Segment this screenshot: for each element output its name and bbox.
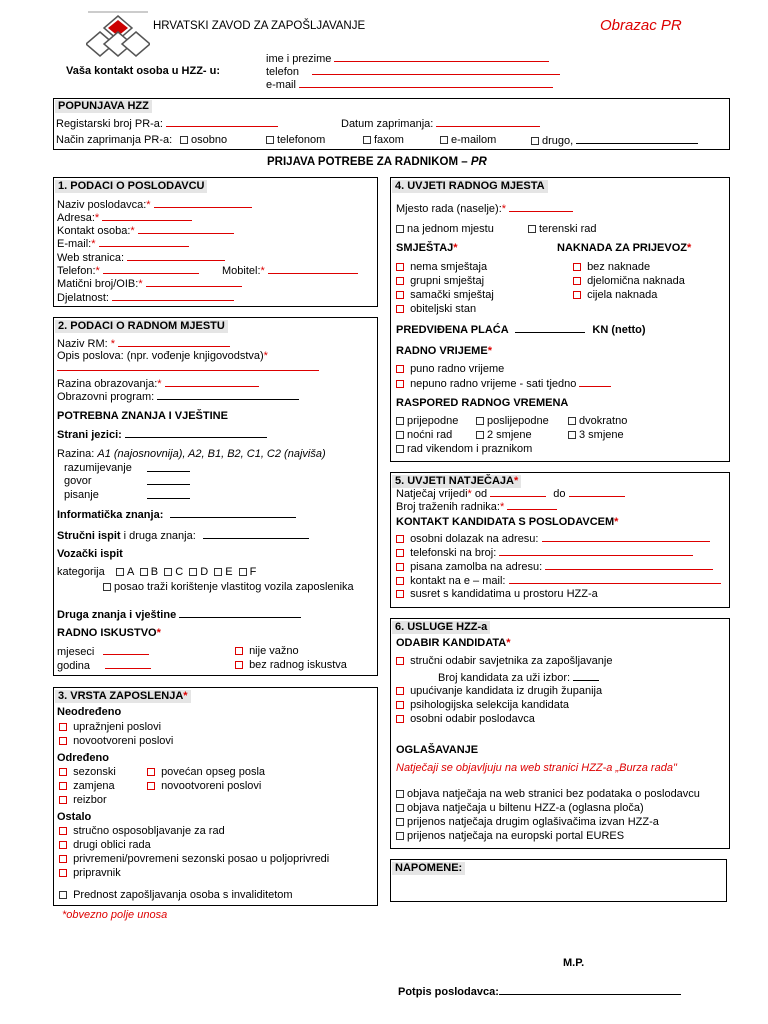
employer-email-input[interactable]	[99, 238, 189, 247]
ad-item[interactable]: objava natječaja u biltenu HZZ-a (oglasna ploča)	[396, 803, 644, 814]
indef-item[interactable]: upražnjeni poslovi	[59, 722, 161, 733]
sched-item[interactable]: noćni rad	[396, 430, 452, 441]
ad-item[interactable]: prijenos natječaja na europski portal EURES	[396, 831, 624, 842]
rm-input[interactable]	[118, 338, 230, 347]
travel-heading: NAKNADA ZA PRIJEVOZ*	[557, 242, 692, 254]
category-label: kategorija	[57, 566, 105, 578]
cat-f[interactable]: F	[239, 566, 257, 578]
phone-label: telefon	[266, 66, 300, 78]
count-input[interactable]	[507, 501, 557, 510]
edu-input[interactable]	[165, 378, 259, 387]
s1-title: 1. PODACI O POSLODAVCU	[55, 180, 207, 193]
date-label: Datum zaprimanja:	[341, 118, 434, 130]
s2-title: 2. PODACI O RADNOM MJESTU	[55, 320, 228, 333]
page-title: PRIJAVA POTREBE ZA RADNIKOM – PR	[267, 156, 487, 168]
reg-input[interactable]	[166, 118, 278, 127]
contact-phone-row	[266, 66, 560, 78]
reg-label: Registarski broj PR-a:	[56, 118, 163, 130]
accom-item[interactable]: obiteljski stan	[396, 304, 476, 315]
cat-d[interactable]: D	[189, 566, 208, 578]
address-row: Adresa:*	[57, 212, 192, 224]
s5-title: 5. UVJETI NATJEČAJA*	[392, 475, 521, 488]
stamp-label: M.P.	[563, 957, 585, 969]
section-hzz-services	[390, 618, 730, 849]
employer-name-row: Naziv poslodavca:*	[57, 199, 252, 211]
travel-item[interactable]: bez naknade	[573, 262, 650, 273]
ad-item[interactable]: prijenos natječaja drugim oglašivačima izvan HZZ-a	[396, 817, 659, 828]
sched-item[interactable]: 3 smjene	[568, 430, 624, 441]
contact-name-row	[266, 53, 549, 65]
desc-input[interactable]	[57, 362, 319, 371]
signature-input[interactable]	[499, 986, 681, 995]
valid-from-input[interactable]	[490, 488, 546, 497]
contact-item[interactable]: susret s kandidatima u prostoru HZZ-a	[396, 589, 598, 600]
program-row: Obrazovni program:	[57, 391, 299, 403]
indef-heading: Neodređeno	[57, 706, 122, 718]
s6-title: 6. USLUGE HZZ-a	[392, 621, 490, 634]
s3-title: 3. VRSTA ZAPOSLENJA*	[55, 690, 191, 703]
select-heading: ODABIR KANDIDATA*	[396, 637, 511, 649]
required-note: *obvezno polje unosa	[62, 909, 168, 921]
method-label: Način zaprimanja PR-a:	[56, 134, 173, 146]
def-item[interactable]: zamjena	[59, 781, 115, 792]
sched-weekend[interactable]: rad vikendom i praznikom	[396, 444, 532, 455]
count-row: Broj traženih radnika:*	[396, 501, 557, 513]
web-row: Web stranica:	[57, 252, 225, 264]
contact-label: Vaša kontakt osoba u HZZ- u:	[66, 65, 221, 77]
select-item[interactable]: osobni odabir poslodavca	[396, 714, 535, 725]
time-heading: RADNO VRIJEME*	[396, 345, 492, 357]
exp-heading: RADNO ISKUSTVO*	[57, 627, 161, 639]
travel-item[interactable]: cijela naknada	[573, 290, 657, 301]
salary-input[interactable]	[515, 324, 585, 333]
accom-item[interactable]: grupni smještaj	[396, 276, 484, 287]
one-place[interactable]: na jednom mjestu	[396, 224, 494, 235]
understand-row: razumijevanje	[64, 462, 132, 474]
lang-input[interactable]	[125, 429, 267, 438]
s4-title: 4. UVJETI RADNOG MJESTA	[392, 180, 548, 193]
contact-person-row: Kontakt osoba:*	[57, 225, 234, 237]
mb-input[interactable]	[146, 278, 242, 287]
other-item[interactable]: drugi oblici rada	[59, 840, 151, 851]
method-telefonom[interactable]: telefonom	[266, 135, 325, 146]
email-label: e-mail	[266, 79, 296, 91]
sched-item[interactable]: poslijepodne	[476, 416, 549, 427]
contact-item[interactable]: osobni dolazak na adresu:	[396, 533, 710, 545]
understand-input[interactable]	[147, 463, 190, 472]
activity-input[interactable]	[112, 292, 234, 301]
other-skills-row: Druga znanja i vještine	[57, 609, 301, 621]
address-input[interactable]	[102, 212, 192, 221]
cat-c[interactable]: C	[164, 566, 183, 578]
employer-phone-input[interactable]	[103, 265, 199, 274]
months-input[interactable]	[103, 646, 149, 655]
rm-row: Naziv RM: *	[57, 338, 230, 350]
other-item[interactable]: stručno osposobljavanje za rad	[59, 826, 225, 837]
hzz-title: POPUNJAVA HZZ	[55, 100, 152, 113]
write-input[interactable]	[147, 490, 190, 499]
exam-row: Stručni ispit i druga znanja:	[57, 530, 309, 542]
months-row: mjeseci	[57, 646, 149, 658]
it-input[interactable]	[170, 509, 296, 518]
mobile-input[interactable]	[268, 265, 358, 274]
vehicle-checkbox[interactable]: posao traži korištenje vlastitog vozila zaposlenika	[103, 582, 354, 593]
other-skills-input[interactable]	[179, 609, 301, 618]
skills-heading: POTREBNA ZNANJA I VJEŠTINE	[57, 410, 228, 422]
def-item[interactable]: novootvoreni poslovi	[147, 781, 261, 792]
other-heading: Ostalo	[57, 811, 92, 823]
write-row: pisanje	[64, 489, 99, 501]
contact-email-row	[266, 79, 553, 91]
disability-checkbox[interactable]: Prednost zapošljavanja osoba s invaliditetom	[59, 890, 293, 901]
email-input[interactable]	[299, 79, 553, 88]
name-label: ime i prezime	[266, 53, 332, 65]
place-row: Mjesto rada (naselje):*	[396, 203, 573, 215]
mb-row: Matični broj/OIB:*	[57, 278, 242, 290]
notes-title: NAPOMENE:	[392, 862, 465, 875]
ads-note: Natječaji se objavljuju na web stranici HZZ-a „Burza rada"	[396, 762, 677, 774]
activity-row: Djelatnost:	[57, 292, 234, 304]
method-osobno[interactable]: osobno	[180, 135, 227, 146]
sched-item[interactable]: prijepodne	[396, 416, 458, 427]
employer-name-input[interactable]	[154, 199, 252, 208]
level-row: Razina: A1 (najosnovnija), A2, B1, B2, C1, C2 (najviša)	[57, 448, 326, 460]
valid-row: Natječaj vrijedi* od do	[396, 488, 625, 500]
def-item[interactable]: sezonski	[59, 767, 116, 778]
cat-a[interactable]: A	[116, 566, 134, 578]
date-input[interactable]	[436, 118, 540, 127]
desc-row: Opis poslova: (npr. vođenje knjigovodstva)*	[57, 350, 268, 362]
field-work[interactable]: terenski rad	[528, 224, 596, 235]
time-item[interactable]: puno radno vrijeme	[396, 364, 504, 375]
method-drugo[interactable]: drugo,	[531, 135, 698, 147]
program-input[interactable]	[157, 391, 299, 400]
def-heading: Određeno	[57, 752, 109, 764]
ads-heading: OGLAŠAVANJE	[396, 744, 479, 756]
cat-e[interactable]: E	[214, 566, 232, 578]
exp-not-important[interactable]: nije važno	[235, 646, 299, 657]
contact-item[interactable]: pisana zamolba na adresu:	[396, 561, 713, 573]
valid-to-input[interactable]	[569, 488, 625, 497]
contact-item[interactable]: telefonski na broj:	[396, 547, 693, 559]
mobile-row: Mobitel:*	[222, 265, 358, 277]
def-item[interactable]: povećan opseg posla	[147, 767, 265, 778]
it-row: Informatička znanja:	[57, 509, 296, 521]
sched-item[interactable]: 2 smjene	[476, 430, 532, 441]
contact-person-input[interactable]	[138, 225, 234, 234]
years-input[interactable]	[105, 660, 151, 669]
method-emailom[interactable]: e-mailom	[440, 135, 496, 146]
accom-item[interactable]: nema smještaja	[396, 262, 487, 273]
ad-item[interactable]: objava natječaja na web stranici bez podataka o poslodavcu	[396, 789, 700, 800]
exp-none[interactable]: bez radnog iskustva	[235, 660, 347, 671]
driving-heading: Vozački ispit	[57, 548, 123, 560]
shortlist-input[interactable]	[573, 672, 599, 681]
sched-item[interactable]: dvokratno	[568, 416, 627, 427]
other-item[interactable]: privremeni/povremeni sezonski posao u poljoprivredi	[59, 854, 329, 865]
select-item[interactable]: psihologijska selekcija kandidata	[396, 700, 569, 711]
cat-b[interactable]: B	[140, 566, 158, 578]
hzz-logo	[86, 10, 150, 60]
select-item[interactable]: upućivanje kandidata iz drugih županija	[396, 686, 602, 697]
accom-item[interactable]: samački smještaj	[396, 290, 494, 301]
travel-item[interactable]: djelomična naknada	[573, 276, 685, 287]
form-title: Obrazac PR	[600, 17, 682, 34]
place-input[interactable]	[509, 203, 573, 212]
category-checkboxes	[116, 567, 256, 578]
exam-input[interactable]	[203, 530, 309, 539]
schedule-heading: RASPORED RADNOG VREMENA	[396, 397, 569, 409]
org-name: HRVATSKI ZAVOD ZA ZAPOŠLJAVANJE	[153, 20, 366, 32]
select-item[interactable]: stručni odabir savjetnika za zapošljavanje	[396, 656, 612, 667]
edu-row: Razina obrazovanja:*	[57, 378, 259, 390]
def-item[interactable]: reizbor	[59, 795, 107, 806]
method-faxom[interactable]: faxom	[363, 135, 404, 146]
phone-input[interactable]	[312, 66, 560, 75]
speak-input[interactable]	[147, 476, 190, 485]
time-item[interactable]: nepuno radno vrijeme - sati tjedno	[396, 378, 611, 390]
web-input[interactable]	[127, 252, 225, 261]
accom-heading: SMJEŠTAJ*	[396, 242, 458, 254]
salary-row: PREDVIĐENA PLAĆA KN (netto)	[396, 324, 646, 336]
contact-item[interactable]: kontakt na e – mail:	[396, 575, 721, 587]
lang-row: Strani jezici:	[57, 429, 267, 441]
email-row: E-mail:*	[57, 238, 189, 250]
signature-row: Potpis poslodavca:	[398, 986, 681, 998]
indef-item[interactable]: novootvoreni poslovi	[59, 736, 173, 747]
speak-row: govor	[64, 475, 92, 487]
phone-row: Telefon:*	[57, 265, 199, 277]
years-row: godina	[57, 660, 151, 672]
contact-heading: KONTAKT KANDIDATA S POSLODAVCEM*	[396, 516, 619, 528]
other-item[interactable]: pripravnik	[59, 868, 121, 879]
shortlist-row: Broj kandidata za uži izbor:	[438, 672, 599, 684]
name-input[interactable]	[334, 53, 549, 62]
